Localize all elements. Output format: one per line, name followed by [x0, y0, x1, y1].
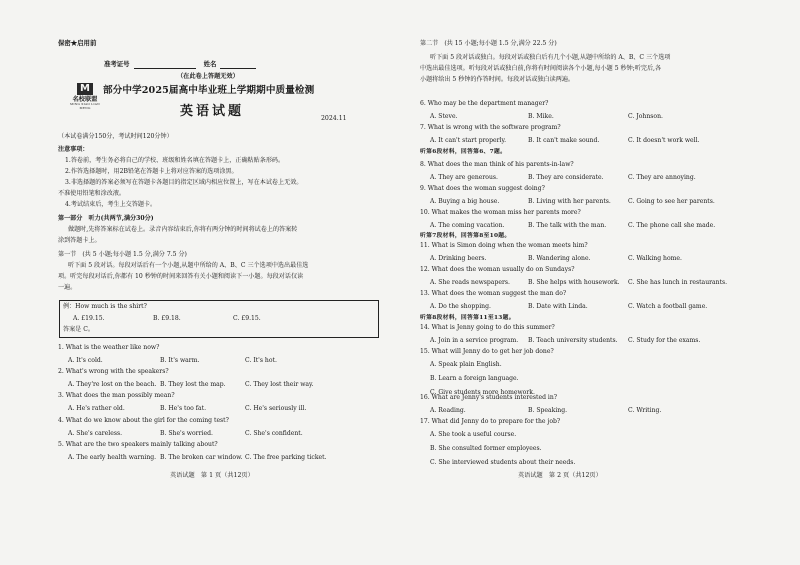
question-item: [58, 392, 388, 412]
option-b: B. Mike.: [528, 113, 554, 121]
question-stem: 12. What does the woman usually do on Sundays?: [420, 266, 575, 273]
subject-title: 英语试题: [180, 104, 245, 119]
question-options: [58, 405, 388, 412]
logo-subtext: MING XIAO LIAN MENG: [70, 102, 100, 110]
example-options: [73, 315, 261, 322]
question-stem: 4. What do we know about the girl for the coming test?: [58, 417, 229, 424]
question-options: [420, 337, 765, 344]
segment-instruction: 听第6段材料，回答第6、7题。: [420, 149, 507, 155]
id-label: 准考证号: [104, 60, 130, 68]
segment-instruction: 听第7段材料，回答第8至10题。: [420, 233, 511, 239]
option-b: B. They lost the map.: [160, 381, 226, 389]
option-b: B. Speaking.: [528, 407, 568, 415]
option-a: A. They're lost on the beach.: [68, 381, 157, 389]
option-c: C. Watch a football game.: [628, 303, 708, 311]
option-a: A. Buying a big house.: [430, 198, 500, 206]
option-c: C. The phone call she made.: [628, 222, 716, 230]
option-a: A. Steve.: [430, 113, 458, 121]
question-options: [58, 381, 388, 388]
question-options: [420, 137, 765, 144]
question-stem: 7. What is wrong with the software program?: [420, 124, 561, 131]
question-stem: 17. What did Jenny do to prepare for the job?: [420, 418, 561, 425]
option-c: C. Give students more homework.: [430, 388, 535, 396]
option-b: B. It's warm.: [160, 357, 200, 365]
notice-title: 注意事项：: [58, 146, 89, 153]
question-item: [58, 441, 388, 461]
question-options: [58, 430, 388, 437]
option-c: C. They lost their way.: [245, 381, 314, 389]
question-item: [420, 394, 765, 414]
option-c: C. He's seriously ill.: [245, 405, 307, 413]
question-item: [420, 242, 765, 262]
question-item: [58, 344, 388, 364]
invalid-answer-note: （在此卷上答题无效）: [177, 73, 239, 80]
question-item: [420, 209, 765, 229]
question-options: [420, 407, 765, 414]
page-footer: 英语试题 第 2 页（共12页）: [518, 472, 602, 479]
question-options: [420, 255, 765, 262]
name-label: 姓名: [203, 60, 217, 68]
notice-item: 不准使用铅笔和涂改液。: [58, 190, 126, 197]
question-options: [420, 113, 765, 120]
exam-info: （本试卷满分150分，考试时间120分钟）: [58, 133, 173, 140]
question-options: [420, 303, 765, 310]
option-a: A. The early health warning.: [68, 454, 157, 462]
exam-page-1: [42, 0, 387, 565]
question-item: [420, 324, 765, 344]
question-options: [420, 174, 765, 181]
example-option: B. £9.18.: [153, 315, 181, 322]
question-stem: 2. What's wrong with the speakers?: [58, 368, 169, 375]
segment-instruction: 听第8段材料，回答第11至13题。: [420, 315, 515, 321]
question-item: [420, 124, 765, 144]
question-stem: 1. What is the weather like now?: [58, 344, 160, 351]
section1-title: 第一节 (共 5 小题;每小题 1.5 分,满分 7.5 分): [58, 251, 187, 258]
option-c: C. She's confident.: [245, 430, 303, 438]
question-item: [420, 161, 765, 181]
option-a: A. It can't start properly.: [430, 137, 507, 145]
option-b: B. She's worried.: [160, 430, 213, 438]
question-options: [420, 431, 765, 465]
part1-title: 第一部分 听力(共两节,满分30分): [58, 215, 154, 222]
question-stem: 15. What will Jenny do to get her job done?: [420, 348, 554, 355]
question-item: [420, 290, 765, 310]
question-stem: 9. What does the woman suggest doing?: [420, 185, 545, 192]
question-item: [420, 185, 765, 205]
section1-desc: 一遍。: [58, 284, 77, 291]
section2-desc: 中选出最佳选项。听每段对话或独白前,你将有时间阅读各个小题,每小题 5 秒钟;听完后,各: [420, 65, 662, 72]
option-b: B. Teach university students.: [528, 337, 618, 345]
option-b: B. Date with Linda.: [528, 303, 588, 311]
option-a: A. Drinking beers.: [430, 255, 487, 263]
option-c: C. Walking home.: [628, 255, 682, 263]
option-b: B. Living with her parents.: [528, 198, 611, 206]
option-a: A. She reads newspapers.: [430, 279, 510, 287]
example-question: 例：How much is the shirt?: [63, 303, 147, 310]
option-c: C. The free parking ticket.: [245, 454, 327, 462]
page-footer: 英语试题 第 1 页（共12页）: [170, 472, 254, 479]
example-option: C. £9.15.: [233, 315, 261, 322]
question-item: [58, 368, 388, 388]
section2-desc: 听下面 5 段对话或独白。每段对话或独白后有几个小题,从题中所给的 A、B、C 三个选项: [430, 54, 671, 61]
question-stem: 10. What makes the woman miss her parents more?: [420, 209, 581, 216]
question-options: [420, 222, 765, 229]
question-item: [58, 417, 388, 437]
option-b: B. They are considerate.: [528, 174, 604, 182]
notice-item: 3.非选择题的答案必须写在答题卡各题目的指定区域内相应位置上，写在本试卷上无效。: [65, 179, 303, 186]
question-stem: 8. What does the man think of his parents-in-law?: [420, 161, 574, 168]
option-a: A. He's rather old.: [68, 405, 125, 413]
exam-title: 部分中学2025届高中毕业班上学期期中质量检测: [103, 85, 315, 96]
notice-item: 4.考试结束后，考生上交答题卡。: [65, 201, 157, 208]
option-c: C. It's hot.: [245, 357, 277, 365]
question-stem: 6. Who may be the department manager?: [420, 100, 549, 107]
option-c: C. It doesn't work well.: [628, 137, 700, 145]
question-stem: 3. What does the man possibly mean?: [58, 392, 175, 399]
option-a: A. The coming vacation.: [430, 222, 505, 230]
question-options: [420, 198, 765, 205]
option-c: C. She interviewed students about their needs.: [430, 458, 576, 466]
option-c: C. Going to see her parents.: [628, 198, 715, 206]
option-b: B. Wandering alone.: [528, 255, 591, 263]
option-b: B. She helps with housework.: [528, 279, 620, 287]
question-stem: 5. What are the two speakers mainly talking about?: [58, 441, 218, 448]
logo-icon: M: [77, 83, 93, 95]
option-b: B. Learn a foreign language.: [430, 374, 519, 382]
section1-desc: 项。听完每段对话后,你都有 10 秒钟的时间来回答有关小题和阅读下一小题。每段对话仅读: [58, 273, 304, 280]
question-options: [420, 279, 765, 286]
exam-date: 2024.11: [321, 115, 347, 122]
question-stem: 11. What is Simon doing when the woman meets him?: [420, 242, 588, 249]
option-b: B. It can't make sound.: [528, 137, 600, 145]
option-a: A. They are generous.: [430, 174, 498, 182]
notice-item: 2.作答选择题时，用2B铅笔在答题卡上将对应答案的选项涂黑。: [65, 168, 238, 175]
option-a: A. Join in a service program.: [430, 337, 519, 345]
school-alliance-logo: [69, 83, 101, 110]
question-options: [58, 357, 388, 364]
option-a: A. She's careless.: [68, 430, 123, 438]
option-a: A. Do the shopping.: [430, 303, 491, 311]
name-blank: [220, 61, 256, 69]
option-c: C. They are annoying.: [628, 174, 696, 182]
example-answer: 答案是 C。: [63, 326, 94, 333]
option-c: C. Writing.: [628, 407, 662, 415]
option-b: B. She consulted former employees.: [430, 444, 542, 452]
option-c: C. Johnson.: [628, 113, 663, 121]
question-item: [420, 100, 765, 120]
question-stem: 14. What is Jenny going to do this summer?: [420, 324, 555, 331]
option-c: C. She has lunch in restaurants.: [628, 279, 728, 287]
part1-desc: 涂到答题卡上。: [58, 237, 101, 244]
part1-desc: 做题时,先将答案标在试卷上。录音内容结束后,你将有两分钟的时间将试卷上的答案转: [68, 226, 298, 233]
question-item: [420, 266, 765, 286]
option-b: B. The talk with the man.: [528, 222, 607, 230]
logo-name: 名校联盟: [72, 96, 98, 103]
question-stem: 16. What are Jenny's students interested in?: [420, 394, 558, 401]
option-c: C. Study for the exams.: [628, 337, 701, 345]
section1-desc: 听下面 5 段对话。每段对话后有一个小题,从题中所给的 A、B、C 三个选项中选出最佳选: [68, 262, 309, 269]
option-a: A. She took a useful course.: [430, 431, 517, 439]
confidential-label: 保密★启用前: [58, 39, 97, 47]
candidate-info-line: [104, 61, 256, 69]
question-options: [420, 361, 765, 395]
exam-page-2: [418, 0, 763, 565]
example-option: A. £19.15.: [73, 315, 105, 322]
section2-title: 第二节 (共 15 小题;每小题 1.5 分,满分 22.5 分): [420, 40, 557, 47]
option-b: B. He's too fat.: [160, 405, 207, 413]
question-item: [420, 418, 765, 472]
example-box: [59, 300, 379, 338]
option-b: B. The broken car window.: [160, 454, 243, 462]
question-stem: 13. What does the woman suggest the man do?: [420, 290, 567, 297]
id-blank: [134, 61, 196, 69]
option-a: A. It's cold.: [68, 357, 103, 365]
option-a: A. Speak plain English.: [430, 361, 502, 369]
section2-desc: 小题将给出 5 秒钟的作答时间。每段对话或独白读两遍。: [420, 76, 575, 83]
question-options: [58, 454, 388, 461]
notice-item: 1.答卷前，考生务必将自己的学校、班级和姓名填在答题卡上，正确粘贴条形码。: [65, 157, 285, 164]
option-a: A. Reading.: [430, 407, 466, 415]
